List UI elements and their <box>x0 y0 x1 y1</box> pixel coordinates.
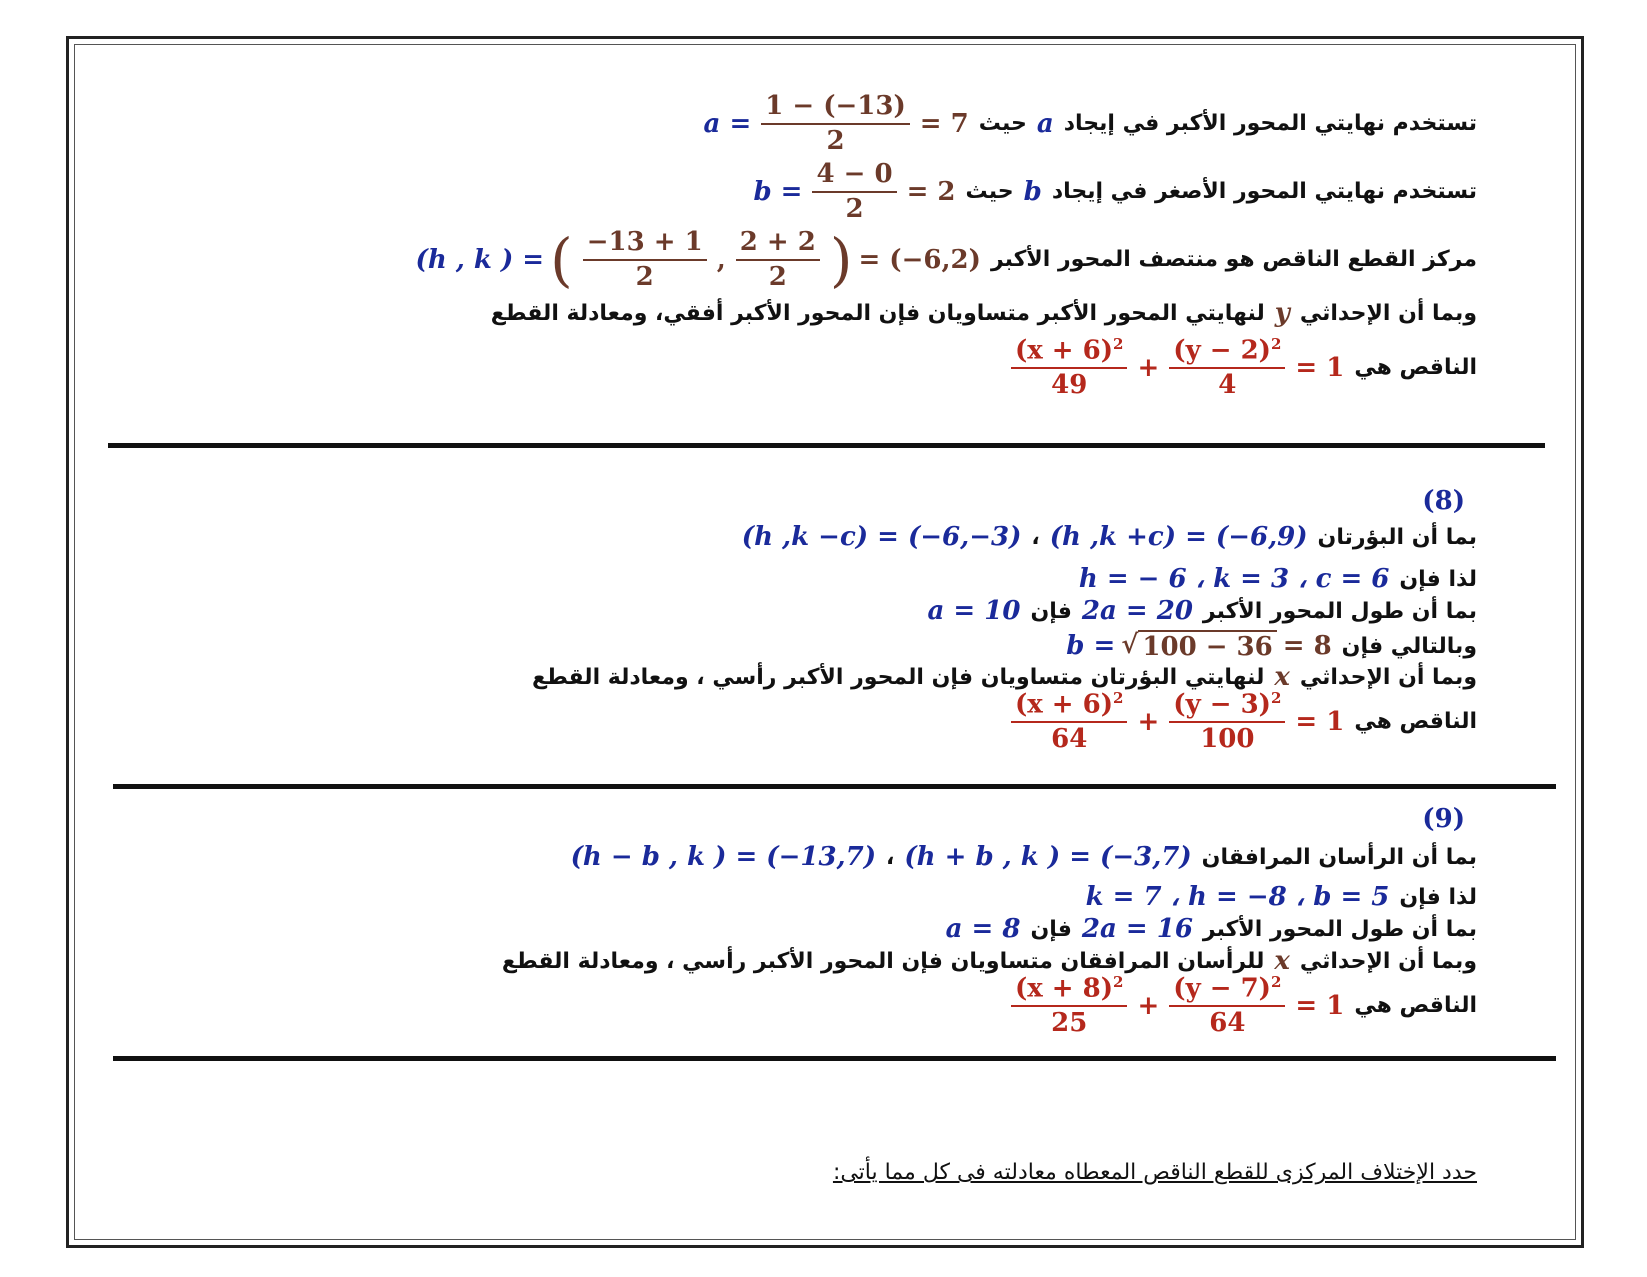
b8-l3-text: بما أن طول المحور الأكبر <box>1202 598 1477 624</box>
b9-eq-plus: + <box>1137 990 1160 1021</box>
b8-l2-text: لذا فإن <box>1399 566 1477 592</box>
b8-l2-vals: h = − 6 ، k = 3 ، c = 6 <box>1078 564 1390 594</box>
b8-l3-eq: 2a = 20 <box>1081 596 1193 626</box>
b8-eq-plus: + <box>1137 706 1160 737</box>
b9-label: (9) <box>1422 804 1465 834</box>
b7-l3-d2: 2 <box>768 261 787 292</box>
section-divider-2 <box>113 784 1556 789</box>
b8-line-1 <box>742 522 1477 552</box>
b7-l2-rhs: = 2 <box>906 176 956 207</box>
b7-l1-den: 2 <box>826 125 845 156</box>
b7-l1-text: تستخدم نهايتي المحور الأكبر في إيجاد <box>1063 111 1477 137</box>
right-paren-glyph: ) <box>829 225 853 294</box>
b7-l2-math <box>753 160 955 223</box>
b8-l6-text: الناقص هي <box>1354 709 1477 735</box>
b7-l4-var: y <box>1274 298 1290 328</box>
b8-l4-math <box>1066 630 1331 662</box>
b7-l2-num: 4 − 0 <box>812 160 896 193</box>
b7-l1-lhs: a = <box>703 108 752 139</box>
section-divider-1 <box>108 443 1545 448</box>
b7-l5-text: الناقص هي <box>1354 355 1477 381</box>
b9-l1-text: بما أن الرأسان المرافقان <box>1201 844 1477 870</box>
b8-line-4 <box>1066 630 1477 662</box>
b7-l2-where: حيث <box>965 179 1014 205</box>
b7-eq-d2: 4 <box>1218 370 1237 401</box>
b8-eq-frac-1 <box>1011 690 1128 754</box>
b7-equation <box>1007 336 1344 400</box>
b9-l2-text: لذا فإن <box>1399 884 1477 910</box>
b9-l4-a: وبما أن الإحداثي <box>1299 948 1477 974</box>
sqrt-icon: √ 100 − 36 <box>1121 630 1276 662</box>
b7-l3-d1: 2 <box>635 261 654 292</box>
b7-l2-lhs: b = <box>753 176 803 207</box>
b9-line-1 <box>571 842 1477 872</box>
b8-l1-sep: ، <box>1031 524 1040 550</box>
b8-line-5 <box>532 662 1477 692</box>
b9-eq-n1: (x + 8) <box>1014 973 1114 1004</box>
b9-line-4 <box>502 946 1477 976</box>
b9-eq-d2: 64 <box>1209 1008 1246 1039</box>
b9-eq-exp-2: 2 <box>1270 973 1282 991</box>
b7-eq-exp-2: 2 <box>1270 335 1282 353</box>
b8-l4-rhs: = 8 <box>1282 631 1332 661</box>
b7-l1-rhs: = 7 <box>919 108 969 139</box>
b9-eq-d1: 25 <box>1051 1008 1088 1039</box>
b7-l3-text: مركز القطع الناقص هو منتصف المحور الأكبر <box>990 247 1477 273</box>
b8-eq-frac-2 <box>1169 690 1285 754</box>
b8-l4-rad: 100 − 36 <box>1138 630 1276 662</box>
b8-l1-a: (h ,k +c) = (−6,9) <box>1049 522 1308 552</box>
b7-line-5 <box>1007 336 1477 400</box>
b7-eq-exp-1: 2 <box>1113 335 1124 353</box>
b7-l2-var: b <box>1023 176 1042 207</box>
b9-l3-res: a = 8 <box>945 914 1021 944</box>
b8-eq-exp-1: 2 <box>1113 689 1124 707</box>
b7-eq-n1: (x + 6) <box>1014 335 1114 366</box>
b8-l4-text: وبالتالي فإن <box>1341 633 1477 659</box>
b7-eq-frac-1 <box>1011 336 1128 400</box>
b9-l3-then: فإن <box>1030 916 1072 942</box>
b7-l3-hk: (h , k ) = <box>415 244 545 275</box>
b9-l5-text: الناقص هي <box>1354 993 1477 1019</box>
b7-l1-frac <box>761 92 910 155</box>
b7-line-1 <box>704 92 1477 155</box>
b9-eq-n2: (y − 7) <box>1173 973 1271 1004</box>
b8-eq-n2: (y − 3) <box>1173 689 1271 720</box>
left-paren-glyph: ( <box>550 225 573 294</box>
b7-l3-result: = (−6,2) <box>858 244 981 275</box>
b8-line-2 <box>1079 564 1477 594</box>
b7-l2-text: تستخدم نهايتي المحور الأصغر في إيجاد <box>1051 179 1477 205</box>
b7-l1-math <box>704 92 969 155</box>
b9-l3-eq: 2a = 16 <box>1081 914 1193 944</box>
b7-l1-var: a <box>1036 108 1054 139</box>
b9-l1-a: (h + b , k ) = (−3,7) <box>904 842 1192 872</box>
b8-l5-var: x <box>1274 662 1290 692</box>
b8-line-6 <box>1007 690 1477 754</box>
b7-line-4 <box>491 298 1477 328</box>
b8-l3-then: فإن <box>1030 598 1072 624</box>
b8-eq-d2: 100 <box>1200 724 1255 755</box>
b7-eq-plus: + <box>1137 352 1160 383</box>
b8-l4-lhs: b = <box>1066 631 1116 661</box>
section-divider-3 <box>113 1056 1556 1061</box>
comma-glyph: , <box>716 244 726 275</box>
b7-l3-math <box>415 225 981 294</box>
b7-l2-frac <box>812 160 896 223</box>
b8-eq-n1: (x + 6) <box>1014 689 1114 720</box>
b9-l3-text: بما أن طول المحور الأكبر <box>1202 916 1477 942</box>
b7-l2-den: 2 <box>845 193 864 224</box>
b8-l3-res: a = 10 <box>927 596 1021 626</box>
b7-l4-b: لنهايتي المحور الأكبر متساويان فإن المحور الأكبر أفقي، ومعادلة القطع <box>490 300 1265 326</box>
b7-l3-n2: 2 + 2 <box>736 228 820 261</box>
b7-l1-num: 1 − (−13) <box>761 92 910 125</box>
b8-eq-d1: 64 <box>1051 724 1088 755</box>
b9-l4-b: للرأسان المرافقان متساويان فإن المحور الأكبر رأسي ، ومعادلة القطع <box>501 948 1265 974</box>
b9-eq-frac-1 <box>1011 974 1128 1038</box>
b8-equation <box>1007 690 1344 754</box>
b9-l2-vals: k = 7 ، h = −8 ، b = 5 <box>1085 882 1390 912</box>
b9-eq-frac-2 <box>1169 974 1285 1038</box>
b8-l5-a: وبما أن الإحداثي <box>1299 664 1477 690</box>
b7-line-2 <box>753 160 1477 223</box>
b9-l4-var: x <box>1274 946 1290 976</box>
b7-eq-frac-2 <box>1169 336 1285 400</box>
b7-line-3 <box>415 225 1477 294</box>
exercise-instruction: حدد الإختلاف المركزى للقطع الناقص المعطاه معادلته فى كل مما يأتى: <box>832 1160 1477 1185</box>
b9-eq-rhs: = 1 <box>1295 990 1345 1021</box>
b7-l4-a: وبما أن الإحداثي <box>1299 300 1477 326</box>
b7-l3-n1: −13 + 1 <box>583 228 707 261</box>
b7-eq-rhs: = 1 <box>1295 352 1345 383</box>
b7-l3-frac-2 <box>736 228 820 291</box>
b9-line-2 <box>1086 882 1477 912</box>
b7-l3-frac-1 <box>583 228 707 291</box>
b9-line-3 <box>946 914 1477 944</box>
b8-l1-text: بما أن البؤرتان <box>1317 524 1477 550</box>
b9-l1-b: (h − b , k ) = (−13,7) <box>570 842 876 872</box>
b8-line-3 <box>928 596 1477 626</box>
b9-eq-exp-1: 2 <box>1113 973 1124 991</box>
b7-eq-n2: (y − 2) <box>1173 335 1271 366</box>
b8-eq-rhs: = 1 <box>1295 706 1345 737</box>
b9-line-5 <box>1007 974 1477 1038</box>
b8-eq-exp-2: 2 <box>1270 689 1282 707</box>
b7-eq-d1: 49 <box>1051 370 1088 401</box>
b8-l1-b: (h ,k −c) = (−6,−3) <box>741 522 1022 552</box>
b7-l1-where: حيث <box>978 111 1027 137</box>
b9-equation <box>1007 974 1344 1038</box>
b9-l1-sep: ، <box>886 844 895 870</box>
b8-l5-b: لنهايتي البؤرتان متساويان فإن المحور الأكبر رأسي ، ومعادلة القطع <box>532 664 1265 690</box>
b8-label: (8) <box>1422 486 1465 516</box>
